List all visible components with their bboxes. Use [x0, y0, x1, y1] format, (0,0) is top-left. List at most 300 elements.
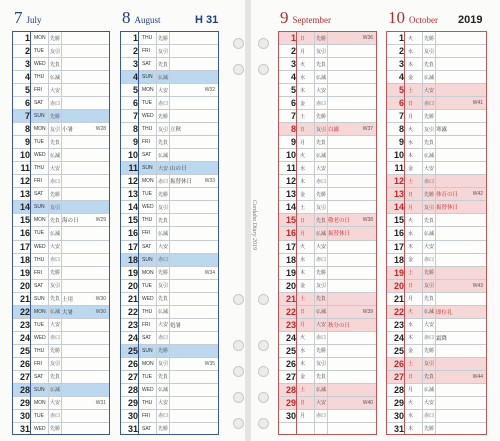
day-number: 15	[19, 215, 30, 226]
day-number: 2	[290, 46, 296, 57]
day-number: 20	[285, 280, 296, 291]
day-number: 4	[132, 72, 138, 83]
week-number: W39	[362, 308, 373, 315]
weekday: SUN	[34, 113, 45, 120]
rokuyo: 友引	[50, 126, 61, 133]
day-number: 4	[290, 72, 296, 83]
day-number: 2	[398, 46, 404, 57]
day-number: 3	[24, 59, 30, 70]
day-number: 8	[290, 124, 296, 135]
rokuyo: 友引	[158, 48, 169, 55]
weekday: THU	[34, 256, 45, 263]
rokuyo: 先負	[50, 139, 61, 146]
day-number: 26	[127, 358, 138, 369]
day-number: 9	[132, 137, 138, 148]
day-row[interactable]	[387, 358, 486, 371]
column-divider	[169, 32, 170, 434]
rokuyo: 友引	[424, 48, 435, 55]
day-number: 28	[127, 384, 138, 395]
weekday: WED	[142, 295, 154, 302]
day-number: 15	[285, 215, 296, 226]
rokuyo: 赤口	[158, 257, 169, 264]
day-row[interactable]	[387, 293, 486, 306]
day-number: 12	[127, 176, 138, 187]
day-number: 23	[127, 319, 138, 330]
weekday: TUE	[142, 191, 152, 198]
rokuyo: 先負	[424, 296, 435, 303]
column-divider	[422, 32, 423, 434]
week-number: W34	[204, 269, 215, 276]
day-number: 16	[19, 228, 30, 239]
day-number: 22	[393, 306, 404, 317]
rokuyo: 先負	[158, 374, 169, 381]
rokuyo: 先勝	[316, 191, 327, 198]
weekday: 金	[300, 100, 306, 107]
rokuyo: 先勝	[50, 426, 61, 433]
day-row[interactable]	[387, 32, 486, 45]
rokuyo: 大安	[50, 165, 61, 172]
day-number: 31	[19, 423, 30, 434]
weekday: 火	[408, 35, 414, 42]
weekday: MON	[34, 308, 46, 315]
spine-text: Cordaba Diary 2019	[251, 199, 257, 251]
weekday: FRI	[142, 48, 151, 55]
weekday: SAT	[142, 243, 152, 250]
day-row[interactable]	[387, 227, 486, 240]
day-number: 30	[393, 410, 404, 421]
day-number: 8	[132, 124, 138, 135]
weekday: MON	[34, 126, 46, 133]
rokuyo: 友引	[50, 283, 61, 290]
weekday: FRI	[34, 360, 43, 367]
weekday: 火	[408, 309, 414, 316]
day-row[interactable]	[387, 45, 486, 58]
day-number: 6	[24, 98, 30, 109]
month-name: July	[26, 15, 42, 25]
day-number: 10	[127, 150, 138, 161]
day-number: 25	[285, 345, 296, 356]
month-heading	[388, 8, 438, 30]
rokuyo: 先勝	[50, 270, 61, 277]
event-note: 土用	[62, 296, 74, 303]
day-number: 20	[19, 280, 30, 291]
rokuyo: 先勝	[158, 35, 169, 42]
rokuyo: 先勝	[316, 348, 327, 355]
rokuyo: 仏滅	[316, 309, 327, 316]
month-number: 7	[14, 8, 23, 27]
event-note: 振替休日	[328, 231, 351, 238]
rokuyo: 先負	[316, 217, 327, 224]
weekday: FRI	[34, 178, 43, 185]
weekday: THU	[34, 74, 45, 81]
weekday: 日	[408, 191, 414, 198]
weekday: 日	[300, 126, 306, 133]
weekday: 火	[300, 61, 306, 68]
day-row[interactable]	[387, 332, 486, 345]
event-note: 振替休日	[436, 205, 459, 212]
weekday: SUN	[142, 347, 153, 354]
month-heading	[122, 8, 161, 30]
day-number: 29	[127, 397, 138, 408]
day-number: 13	[393, 189, 404, 200]
day-row[interactable]	[387, 188, 486, 201]
day-number: 18	[285, 254, 296, 265]
weekday: 土	[300, 296, 306, 303]
day-row[interactable]	[387, 397, 486, 410]
rokuyo: 大安	[158, 87, 169, 94]
day-number: 16	[393, 228, 404, 239]
rokuyo: 仏滅	[158, 230, 169, 237]
binder-hole	[233, 418, 244, 429]
day-number: 22	[285, 306, 296, 317]
weekday: 水	[408, 139, 414, 146]
weekday: 金	[408, 165, 414, 172]
day-number: 23	[285, 319, 296, 330]
weekday: 水	[408, 322, 414, 329]
day-row[interactable]	[387, 410, 486, 423]
day-number: 6	[132, 98, 138, 109]
weekday: THU	[142, 126, 153, 133]
rokuyo: 友引	[158, 283, 169, 290]
day-number: 18	[19, 254, 30, 265]
day-number: 9	[24, 137, 30, 148]
weekday: 金	[408, 348, 414, 355]
rokuyo: 大安	[158, 244, 169, 251]
rokuyo: 赤口	[158, 100, 169, 107]
rokuyo: 仏滅	[50, 74, 61, 81]
rokuyo: 先勝	[158, 270, 169, 277]
rokuyo: 友引	[424, 126, 435, 133]
week-number: W28	[95, 126, 106, 133]
rokuyo: 仏滅	[50, 230, 61, 237]
event-note: 海の日	[62, 218, 79, 225]
day-number: 30	[127, 410, 138, 421]
day-row[interactable]	[387, 384, 486, 397]
day-grid	[386, 31, 487, 435]
rokuyo: 友引	[50, 361, 61, 368]
rokuyo: 先負	[50, 296, 61, 303]
day-number: 4	[398, 72, 404, 83]
day-number: 19	[393, 267, 404, 278]
weekday: MON	[34, 399, 46, 406]
weekday: SUN	[142, 165, 153, 172]
day-row[interactable]	[387, 149, 486, 162]
rokuyo: 大安	[424, 244, 435, 251]
day-row[interactable]	[387, 280, 486, 293]
rokuyo: 先勝	[158, 191, 169, 198]
weekday: MON	[142, 178, 154, 185]
rokuyo: 赤口	[316, 100, 327, 107]
day-number: 21	[393, 293, 404, 304]
day-number: 5	[398, 85, 404, 96]
rokuyo: 大安	[316, 322, 327, 329]
week-number: W30	[95, 308, 106, 315]
day-number: 25	[127, 345, 138, 356]
weekday: MON	[142, 87, 154, 94]
weekday: SUN	[34, 386, 45, 393]
week-number: W43	[472, 282, 483, 289]
rokuyo: 仏滅	[50, 309, 61, 316]
day-number: 25	[393, 345, 404, 356]
weekday: WED	[34, 425, 46, 432]
day-number: 28	[285, 384, 296, 395]
day-grid	[278, 31, 377, 435]
weekday: SUN	[34, 295, 45, 302]
day-row[interactable]	[387, 110, 486, 123]
binder-hole	[258, 294, 269, 305]
day-number: 14	[127, 202, 138, 213]
weekday: 金	[300, 374, 306, 381]
weekday: 金	[408, 74, 414, 81]
rokuyo: 先勝	[424, 348, 435, 355]
weekday: MON	[142, 269, 154, 276]
weekday: THU	[142, 35, 153, 42]
rokuyo: 先勝	[50, 35, 61, 42]
weekday: 日	[408, 374, 414, 381]
rokuyo: 仏滅	[316, 152, 327, 159]
rokuyo: 先勝	[424, 35, 435, 42]
day-row[interactable]	[387, 71, 486, 84]
day-number: 14	[393, 202, 404, 213]
weekday: 金	[300, 191, 306, 198]
rokuyo: 友引	[316, 204, 327, 211]
event-note: 敬老の日	[328, 218, 351, 225]
day-row[interactable]	[387, 136, 486, 149]
day-row[interactable]	[387, 267, 486, 280]
weekday: 水	[408, 413, 414, 420]
weekday: 火	[408, 400, 414, 407]
day-row[interactable]	[387, 162, 486, 175]
rokuyo: 大安	[316, 87, 327, 94]
weekday: 月	[300, 413, 306, 420]
weekday: 火	[408, 217, 414, 224]
day-number: 3	[132, 59, 138, 70]
day-number: 27	[393, 371, 404, 382]
weekday: 木	[408, 244, 414, 251]
day-row[interactable]	[387, 201, 486, 214]
day-number: 14	[285, 202, 296, 213]
weekday: TUE	[34, 412, 44, 419]
day-row[interactable]	[387, 58, 486, 71]
weekday: 日	[300, 400, 306, 407]
event-note: 霜降	[436, 335, 448, 342]
weekday: 土	[300, 204, 306, 211]
event-note: 秋分の日	[328, 322, 351, 329]
weekday: 月	[408, 296, 414, 303]
day-grid	[120, 31, 219, 435]
rokuyo: 仏滅	[158, 387, 169, 394]
day-number: 12	[285, 176, 296, 187]
binder-hole	[233, 64, 244, 75]
column-divider	[327, 32, 328, 434]
month-number: 10	[388, 8, 405, 27]
rokuyo: 大安	[424, 165, 435, 172]
rokuyo: 友引	[158, 204, 169, 211]
rokuyo: 先負	[424, 139, 435, 146]
rokuyo: 友引	[158, 126, 169, 133]
day-row[interactable]	[387, 241, 486, 254]
rokuyo: 先負	[158, 217, 169, 224]
weekday: FRI	[142, 321, 151, 328]
weekday: FRI	[34, 269, 43, 276]
day-number: 31	[127, 423, 138, 434]
rokuyo: 仏滅	[424, 230, 435, 237]
rokuyo: 赤口	[424, 257, 435, 264]
week-number: W32	[204, 87, 215, 94]
rokuyo: 赤口	[50, 413, 61, 420]
day-number: 3	[290, 59, 296, 70]
day-number: 18	[127, 254, 138, 265]
day-number: 6	[398, 98, 404, 109]
weekday: 土	[408, 178, 414, 185]
day-row[interactable]	[387, 319, 486, 332]
weekday: 月	[300, 139, 306, 146]
weekday: TUE	[34, 230, 44, 237]
week-number: W42	[472, 191, 483, 198]
rokuyo: 友引	[424, 361, 435, 368]
day-number: 5	[24, 85, 30, 96]
rokuyo: 赤口	[50, 335, 61, 342]
day-number: 11	[128, 163, 138, 174]
column-divider	[48, 32, 49, 434]
weekday: 日	[408, 100, 414, 107]
rokuyo: 赤口	[316, 257, 327, 264]
day-grid	[12, 31, 110, 435]
day-number: 27	[19, 371, 30, 382]
week-number: W36	[362, 35, 373, 42]
weekday: THU	[142, 308, 153, 315]
weekday: 土	[300, 387, 306, 394]
month-number: 8	[122, 8, 131, 27]
day-number: 28	[19, 384, 30, 395]
weekday: 火	[408, 126, 414, 133]
weekday: WED	[34, 243, 46, 250]
day-number: 29	[19, 397, 30, 408]
rokuyo: 大安	[50, 322, 61, 329]
weekday: THU	[142, 399, 153, 406]
weekday: MON	[34, 35, 46, 42]
weekday: 日	[300, 217, 306, 224]
binder-hole	[258, 38, 269, 49]
day-number: 23	[393, 319, 404, 330]
rokuyo: 仏滅	[424, 152, 435, 159]
weekday: 日	[300, 35, 306, 42]
rokuyo: 先勝	[50, 348, 61, 355]
rokuyo: 先負	[316, 296, 327, 303]
rokuyo: 先負	[50, 217, 61, 224]
weekday: SAT	[142, 334, 152, 341]
weekday: 土	[408, 270, 414, 277]
binder-hole	[258, 418, 269, 429]
event-note: 処暑	[170, 322, 182, 329]
day-number: 22	[127, 306, 138, 317]
weekday: SAT	[34, 191, 44, 198]
day-row[interactable]	[387, 254, 486, 267]
rokuyo: 赤口	[50, 257, 61, 264]
rokuyo: 仏滅	[316, 230, 327, 237]
day-number: 11	[394, 163, 404, 174]
weekday: SAT	[142, 152, 152, 159]
rokuyo: 先負	[158, 61, 169, 68]
month-number: 9	[280, 8, 289, 27]
rokuyo: 友引	[424, 283, 435, 290]
weekday: WED	[142, 113, 154, 120]
rokuyo: 先勝	[424, 426, 435, 433]
weekday: 木	[408, 152, 414, 159]
day-row[interactable]	[387, 123, 486, 136]
weekday: FRI	[34, 87, 43, 94]
rokuyo: 大安	[424, 87, 435, 94]
weekday: TUE	[142, 373, 152, 380]
month-name: August	[134, 15, 161, 25]
day-row[interactable]	[387, 423, 486, 435]
column-divider	[138, 32, 139, 434]
week-number: W33	[204, 178, 215, 185]
weekday: MON	[34, 217, 46, 224]
day-row[interactable]	[387, 214, 486, 227]
day-row[interactable]	[387, 175, 486, 188]
weekday: 水	[300, 74, 306, 81]
day-row[interactable]	[387, 306, 486, 319]
weekday: 金	[300, 283, 306, 290]
day-number: 30	[285, 410, 296, 421]
weekday: 水	[408, 48, 414, 55]
weekday: THU	[34, 347, 45, 354]
weekday: MON	[142, 360, 154, 367]
weekday: SAT	[34, 100, 44, 107]
day-number: 2	[132, 46, 138, 57]
day-number: 24	[393, 332, 404, 343]
rokuyo: 仏滅	[424, 74, 435, 81]
rokuyo: 友引	[50, 204, 61, 211]
day-number: 31	[393, 423, 404, 434]
rokuyo: 先勝	[316, 35, 327, 42]
day-number: 19	[19, 267, 30, 278]
day-row[interactable]	[387, 371, 486, 384]
rokuyo: 先負	[158, 139, 169, 146]
rokuyo: 友引	[158, 361, 169, 368]
column-divider	[61, 32, 62, 434]
day-number: 28	[393, 384, 404, 395]
day-row[interactable]	[387, 84, 486, 97]
weekday: 月	[408, 204, 414, 211]
rokuyo: 仏滅	[158, 74, 169, 81]
rokuyo: 赤口	[50, 178, 61, 185]
week-number: W35	[204, 360, 215, 367]
binder-hole	[258, 366, 269, 377]
day-number: 29	[285, 397, 296, 408]
rokuyo: 仏滅	[424, 309, 435, 316]
week-number: W31	[95, 399, 106, 406]
column-divider	[296, 32, 297, 434]
day-number: 1	[132, 33, 138, 44]
day-number: 22	[19, 306, 30, 317]
day-row[interactable]	[387, 97, 486, 110]
rokuyo: 先勝	[424, 113, 435, 120]
event-note: 体育の日	[436, 192, 459, 199]
day-number: 23	[19, 319, 30, 330]
rokuyo: 仏滅	[158, 152, 169, 159]
weekday: THU	[34, 165, 45, 172]
spine-label	[248, 185, 260, 265]
rokuyo: 大安	[424, 400, 435, 407]
rokuyo: 仏滅	[424, 387, 435, 394]
day-number: 15	[127, 215, 138, 226]
rokuyo: 友引	[424, 204, 435, 211]
day-number: 8	[398, 124, 404, 135]
day-row[interactable]	[387, 345, 486, 358]
event-note: 山の日	[170, 166, 187, 173]
